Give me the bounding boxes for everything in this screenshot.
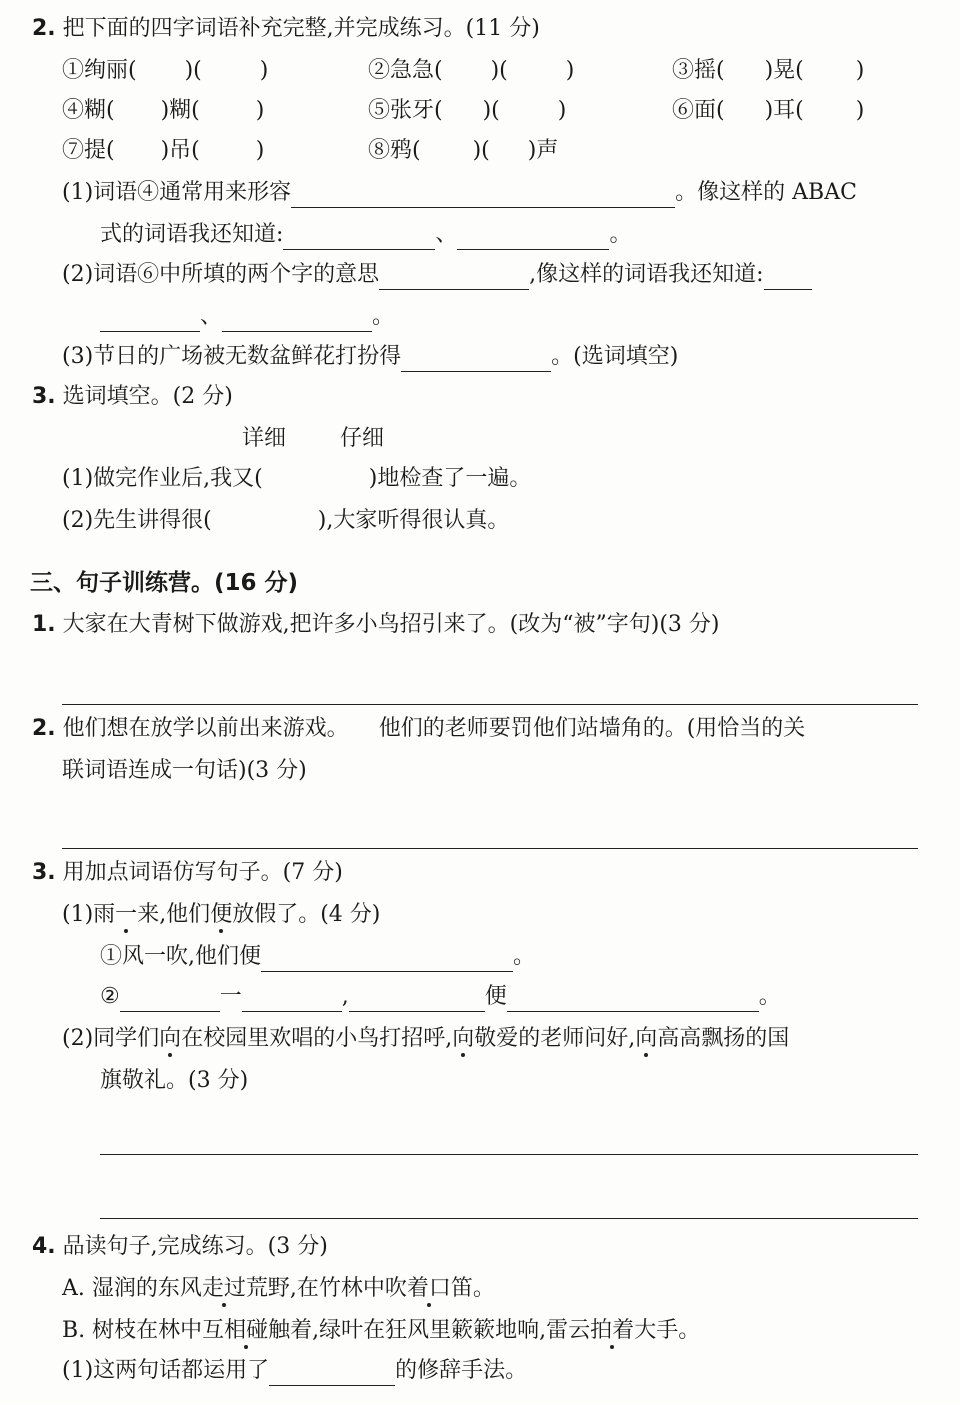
word-7: ⑦提( )吊( ) [62,138,265,163]
answer-blank[interactable] [349,989,485,1012]
word-4: ④糊( )糊( ) [62,98,265,123]
q3-option-1: 详细 [242,426,287,451]
q3-sentence-1: (1)做完作业后,我又( )地检查了一遍。 [62,466,532,491]
answer-line[interactable] [100,1218,918,1219]
answer-blank[interactable] [261,949,513,972]
answer-blank[interactable] [401,349,551,372]
answer-blank[interactable] [283,227,435,250]
word-5: ⑤张牙( )( ) [368,98,567,123]
s3-item-3-2: (2)同学们向在校园里欢唱的小鸟打招呼,向敬爱的老师问好,向高高飘扬的国 [62,1026,790,1051]
q2-part3: (3)节日的广场被无数盆鲜花打扮得 。(选词填空) [62,342,678,372]
word-3: ③摇( )晃( ) [672,58,865,83]
word-6: ⑥面( )耳( ) [672,98,865,123]
s3-item-3-1: (1)雨一来,他们便放假了。(4 分) [62,902,381,927]
s3-item-4-b: B. 树枝在林中互相碰触着,绿叶在狂风里簌簌地响,雷云拍着大手。 [62,1318,701,1343]
answer-blank[interactable] [100,309,200,332]
answer-blank[interactable] [379,267,529,290]
q2-part2: (2)词语⑥中所填的两个字的意思 ,像这样的词语我还知道: [62,260,812,290]
answer-blank[interactable] [242,989,342,1012]
q3-title: 3. 选词填空。(2 分) [32,384,233,409]
q2-part2-cont: 、 。 [100,302,394,332]
q3-sentence-2: (2)先生讲得很( ),大家听得很认真。 [62,508,510,533]
s3-item-3: 3. 用加点词语仿写句子。(7 分) [32,860,343,885]
word-1: ①绚丽( )( ) [62,58,269,83]
q2-part1-cont: 式的词语我还知道: 、 。 [100,220,631,250]
word-2: ②急急( )( ) [368,58,575,83]
s3-item-3-2-cont: 旗敬礼。(3 分) [100,1068,249,1093]
answer-blank[interactable] [764,267,812,290]
q2-part1: (1)词语④通常用来形容 。像这样的 ABAC [62,178,857,208]
s3-item-3-1b: ② 一 , 便 。 [100,982,781,1012]
s3-item-4-a: A. 湿润的东风走过荒野,在竹林中吹着口笛。 [62,1276,495,1301]
answer-blank[interactable] [457,227,609,250]
answer-blank[interactable] [222,309,372,332]
s3-item-2-cont: 联词语连成一句话)(3 分) [62,758,307,783]
q2-title: 2. 把下面的四字词语补充完整,并完成练习。(11 分) [32,16,540,41]
s3-item-1: 1. 大家在大青树下做游戏,把许多小鸟招引来了。(改为“被”字句)(3 分) [32,612,720,637]
s3-item-3-1a: ①风一吹,他们便 。 [100,942,535,972]
q3-option-2: 仔细 [340,426,385,451]
answer-blank[interactable] [291,185,675,208]
answer-line[interactable] [62,848,918,849]
answer-blank[interactable] [507,989,759,1012]
answer-line[interactable] [100,1154,918,1155]
section-heading: 三、句子训练营。(16 分) [30,570,299,596]
answer-line[interactable] [62,704,918,705]
answer-blank[interactable] [269,1363,395,1386]
s3-item-4-q1: (1)这两句话都运用了 的修辞手法。 [62,1356,527,1386]
word-8: ⑧鸦( )( )声 [368,138,559,163]
s3-item-4: 4. 品读句子,完成练习。(3 分) [32,1234,328,1259]
answer-blank[interactable] [120,989,220,1012]
s3-item-2: 2. 他们想在放学以前出来游戏。 他们的老师要罚他们站墙角的。(用恰当的关 [32,716,806,741]
